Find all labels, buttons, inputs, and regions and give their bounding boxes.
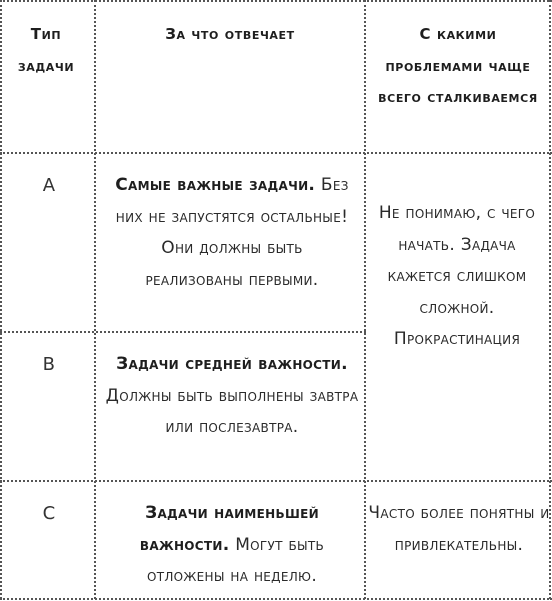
task-type-c: C: [42, 503, 56, 524]
task-b-title: Задачи средней важности.: [116, 354, 348, 374]
row-divider: [0, 480, 552, 482]
row-divider: [0, 598, 552, 600]
column-divider: [364, 0, 366, 599]
row-divider-partial: [0, 331, 366, 333]
task-type-b: B: [42, 354, 56, 375]
row-divider: [0, 152, 552, 154]
task-a-description: [110, 170, 354, 296]
task-b-description: [104, 349, 360, 444]
task-c-text: Могут быть отложены на неделю.: [146, 534, 325, 586]
header-responsibility: За что отвечает: [165, 25, 295, 43]
problems-a-b: Не понимаю, с чего начать. Задача кажется слишком сложной. Прокрастинация: [378, 203, 536, 349]
header-problems: С какими проблемами чаще всего сталкиваемся: [378, 25, 538, 106]
task-b-text: Должны быть выполнены завтра или послезавтра.: [105, 385, 359, 437]
task-a-text: Без них не запустятся остальные! Они должны быть реализованы первыми.: [115, 175, 349, 290]
problems-c: Часто более понятны и привлекательны.: [368, 503, 550, 555]
task-c-description: [104, 498, 360, 593]
header-task-type: Тип задачи: [17, 25, 75, 75]
task-type-a: A: [42, 175, 56, 196]
row-divider: [0, 0, 552, 2]
task-a-title: Самые важные задачи.: [115, 175, 316, 195]
task-c-title: Задачи наименьшей важности.: [139, 503, 319, 555]
